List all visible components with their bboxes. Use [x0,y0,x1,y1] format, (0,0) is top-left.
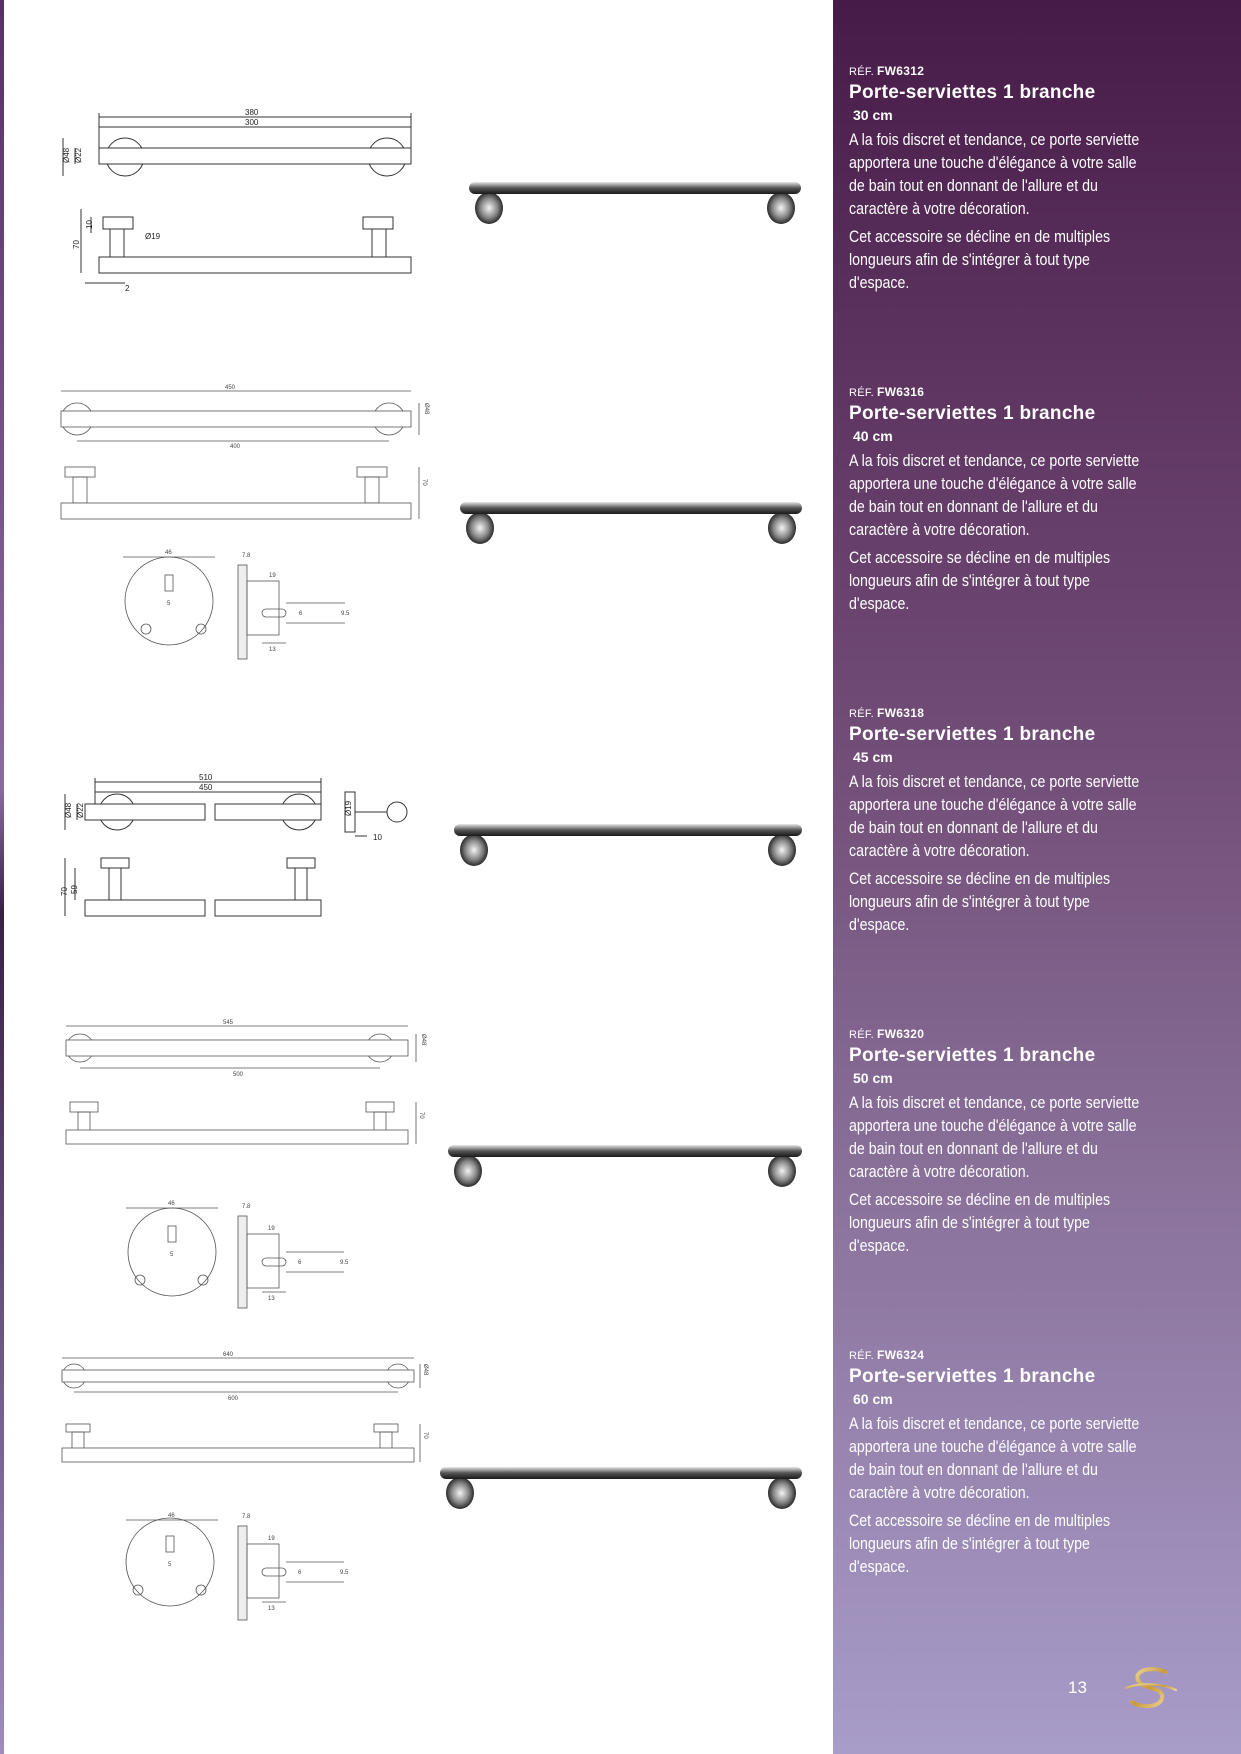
dim-label: 70 [421,479,427,486]
product-photo-fw6316 [456,490,806,550]
product-size: 50 cm [853,1070,893,1086]
dim-label: 19 [268,1226,275,1232]
ref-prefix: RÉF. [849,1029,875,1041]
ref-prefix: RÉF. [849,387,875,399]
dim-label: 10 [85,220,94,229]
product-info-fw6318 [849,706,1229,942]
dim-label: 5 [170,1252,174,1258]
product-photo-fw6320 [444,1133,806,1193]
dim-label: 545 [223,1020,234,1026]
dim-label: 9.5 [340,1570,349,1576]
dim-label: 9.5 [341,611,350,617]
dim-label: 19 [268,1536,275,1542]
dim-label: Ø48 [420,1034,426,1046]
ref-code: FW6316 [877,385,925,399]
product-ref [849,1027,1229,1041]
product-title: Porte-serviettes 1 branche [849,403,1096,424]
dim-label: Ø48 [422,1364,428,1376]
dim-label: 13 [268,1296,275,1302]
dim-label: Ø48 [423,403,429,415]
technical-drawing-fw6324 [58,1352,428,1622]
product-title: Porte-serviettes 1 branche [849,1366,1096,1387]
ref-prefix: RÉF. [849,66,875,78]
product-photo-fw6324 [436,1455,806,1515]
product-ref [849,64,1229,78]
product-description-2: Cet accessoire se décline en de multiples longueurs afin de s'intégrer à tout type d'espace. [849,549,1111,613]
dim-label: 450 [199,783,213,792]
page-number: 13 [1068,1678,1087,1697]
dim-label: 500 [233,1072,244,1078]
ref-code: FW6312 [877,64,925,78]
dim-label: 7.8 [242,553,251,559]
ref-code: FW6318 [877,706,925,720]
product-info-fw6324 [849,1348,1229,1584]
dim-label: 450 [225,385,236,391]
product-description-2: Cet accessoire se décline en de multiples longueurs afin de s'intégrer à tout type d'espace. [849,1512,1111,1576]
product-ref [849,1348,1229,1362]
dim-label: 5 [168,1562,172,1568]
product-description: A la fois discret et tendance, ce porte serviette apportera une touche d'élégance à votre salle de bain tout en donnant de l'allure et du caractère à votre décoration. [849,773,1140,860]
technical-drawing-fw6320 [58,1020,428,1310]
product-ref [849,706,1229,720]
product-description: A la fois discret et tendance, ce porte serviette apportera une touche d'élégance à votre salle de bain tout en donnant de l'allure et du caractère à votre décoration. [849,1094,1140,1181]
dim-label: 13 [268,1606,275,1612]
dim-label: 13 [269,647,276,653]
dim-label: 5 [167,601,171,607]
product-title: Porte-serviettes 1 branche [849,724,1096,745]
dim-label: 70 [60,887,69,896]
product-description-2: Cet accessoire se décline en de multiples longueurs afin de s'intégrer à tout type d'espace. [849,228,1111,292]
dim-label: 59 [70,885,79,894]
dim-label: 6 [298,1570,302,1576]
dim-label: 640 [223,1352,234,1358]
dim-label: 70 [72,240,81,249]
technical-drawing-fw6316 [55,385,429,665]
product-photo-fw6318 [450,812,806,872]
dim-label: 19 [269,573,276,579]
product-description-2: Cet accessoire se décline en de multiples longueurs afin de s'intégrer à tout type d'espace. [849,870,1111,934]
dim-label: Ø19 [344,800,353,816]
dim-label: Ø19 [145,232,161,241]
ref-code: FW6324 [877,1348,925,1362]
product-title: Porte-serviettes 1 branche [849,82,1096,103]
product-title: Porte-serviettes 1 branche [849,1045,1096,1066]
product-size: 30 cm [853,107,893,123]
dim-label: 2 [125,284,130,293]
dim-label: Ø22 [74,147,83,163]
dim-label: 46 [168,1513,175,1519]
product-description: A la fois discret et tendance, ce porte serviette apportera une touche d'élégance à votre salle de bain tout en donnant de l'allure et du caractère à votre décoration. [849,1415,1140,1502]
dim-label: 380 [245,108,259,117]
dim-label: 46 [165,550,172,556]
dim-label: 10 [373,833,382,842]
product-info-fw6312 [849,64,1229,300]
product-description: A la fois discret et tendance, ce porte serviette apportera une touche d'élégance à votre salle de bain tout en donnant de l'allure et du caractère à votre décoration. [849,452,1140,539]
ref-prefix: RÉF. [849,1350,875,1362]
product-photo-fw6312 [465,170,805,230]
dim-label: 70 [418,1112,424,1119]
dim-label: Ø48 [62,147,71,163]
dim-label: Ø48 [64,802,73,818]
product-size: 60 cm [853,1391,893,1407]
dim-label: 6 [298,1260,302,1266]
dim-label: 7.8 [242,1514,251,1520]
dim-label: 70 [422,1432,428,1439]
product-info-fw6316 [849,385,1229,621]
product-description: A la fois discret et tendance, ce porte serviette apportera une touche d'élégance à votre salle de bain tout en donnant de l'allure et du caractère à votre décoration. [849,131,1140,218]
ref-code: FW6320 [877,1027,925,1041]
product-description-2: Cet accessoire se décline en de multiples longueurs afin de s'intégrer à tout type d'espace. [849,1191,1111,1255]
dim-label: Ø22 [76,802,85,818]
dim-label: 600 [228,1396,239,1402]
dim-label: 300 [245,118,259,127]
left-edge-accent [0,0,4,1754]
dim-label: 7.8 [242,1204,251,1210]
ref-prefix: RÉF. [849,708,875,720]
dim-label: 510 [199,773,213,782]
product-size: 45 cm [853,749,893,765]
product-ref [849,385,1229,399]
dim-label: 9.5 [340,1260,349,1266]
technical-drawing-fw6312 [55,105,425,295]
product-info-fw6320 [849,1027,1229,1263]
dim-label: 46 [168,1201,175,1207]
dim-label: 6 [299,611,303,617]
dim-label: 400 [230,444,241,450]
technical-drawing-fw6318 [55,770,425,920]
brand-s-logo-icon [1122,1666,1180,1710]
product-size: 40 cm [853,428,893,444]
